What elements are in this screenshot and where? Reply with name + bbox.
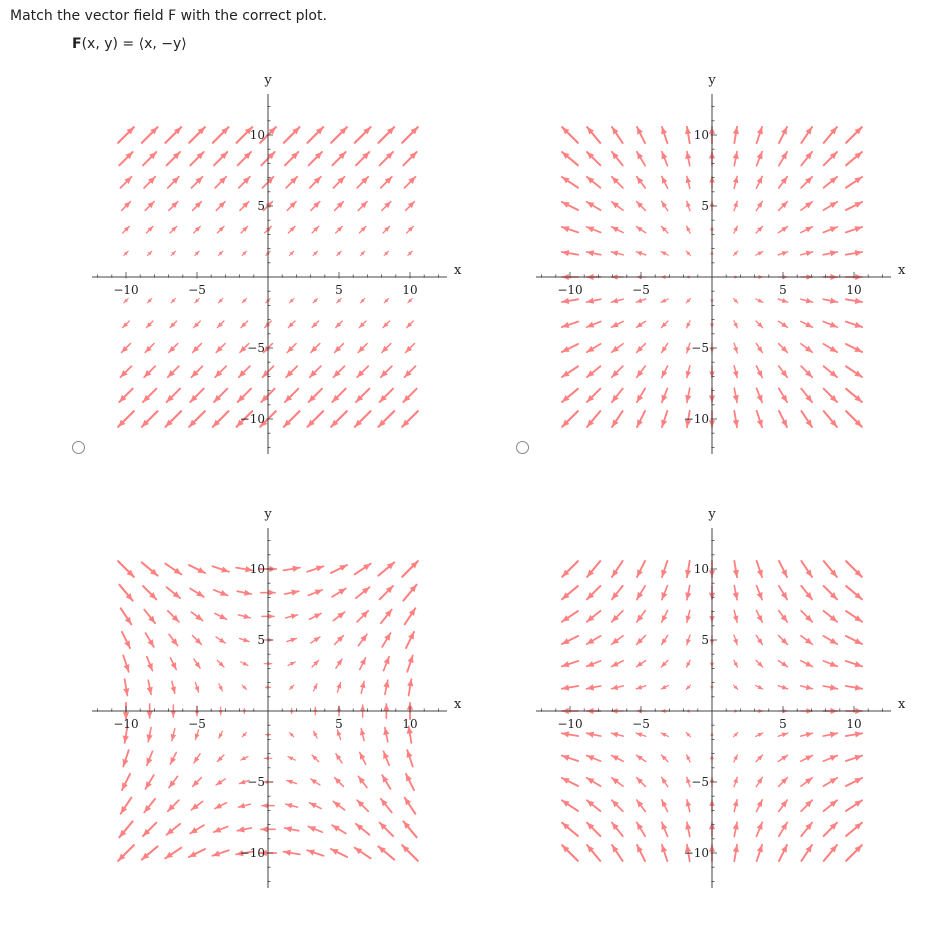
vector-arrow-head (244, 590, 251, 596)
vector-arrow-head (221, 567, 229, 573)
vector-arrow-head (562, 298, 569, 304)
vector-field-svg (62, 498, 482, 928)
vector-arrow-head (562, 755, 570, 761)
vector-arrow-head (290, 708, 293, 712)
question-prompt: Match the vector field F with the correct plot. (10, 8, 327, 24)
vector-arrow-head (685, 395, 691, 402)
vector-arrow-head (587, 732, 594, 738)
vector-arrow-head (685, 570, 691, 577)
vector-arrow-head (686, 201, 691, 207)
vector-arrow-head (685, 152, 691, 159)
vector-arrow-head (195, 733, 200, 739)
vector-arrow-head (782, 298, 788, 303)
vector-arrow-head (562, 322, 570, 328)
y-axis-label: y (708, 507, 716, 522)
vector-arrow-head (261, 826, 268, 832)
vector-arrow-head (562, 250, 569, 256)
vector-arrow-head (123, 688, 129, 695)
plot-option-a (62, 64, 482, 494)
vector-arrow-head (686, 639, 691, 645)
vector-arrow-head (733, 347, 738, 353)
formula-f: F (72, 36, 82, 52)
x-tick-label: 10 (846, 717, 862, 731)
vector-arrow-head (733, 639, 738, 645)
x-tick-label: 10 (402, 717, 418, 731)
vector-arrow-head (147, 734, 153, 741)
vector-arrow-head (782, 251, 788, 256)
vector-arrow-head (307, 850, 315, 856)
x-tick-label: −10 (113, 283, 139, 297)
plot-option-b (506, 64, 926, 494)
x-tick-label: 5 (779, 717, 787, 731)
vector-arrow-head (243, 637, 249, 642)
y-tick-label: −10 (239, 412, 265, 426)
x-axis-label: x (898, 697, 906, 712)
x-tick-label: −5 (632, 717, 650, 731)
vector-arrow-head (408, 656, 414, 664)
y-tick-label: −10 (683, 846, 709, 860)
vector-arrow-head (686, 777, 691, 783)
x-tick-label: −5 (188, 717, 206, 731)
vector-arrow-head (336, 683, 341, 689)
vector-arrow-head (316, 566, 324, 572)
vector-arrow-head (733, 395, 739, 402)
vector-arrow-head (124, 664, 130, 672)
vector-arrow-head (830, 684, 837, 690)
x-tick-label: 10 (846, 283, 862, 297)
vector-arrow-head (661, 420, 667, 428)
y-tick-label: 10 (693, 128, 709, 142)
y-tick-label: −5 (247, 341, 265, 355)
y-tick-label: −10 (239, 846, 265, 860)
vector-arrow-head (292, 566, 299, 572)
vector-arrow-head (686, 347, 691, 353)
vector-arrow-head (855, 250, 862, 256)
vector-arrow-head (268, 614, 274, 620)
vector-arrow-head (407, 750, 413, 758)
plot-option-c (62, 498, 482, 928)
y-tick-label: 10 (693, 562, 709, 576)
radio-option-b[interactable] (516, 441, 529, 454)
vector-arrow-head (855, 731, 862, 737)
vector-arrow-head (733, 592, 739, 599)
vector-arrow-head (636, 298, 642, 303)
vector-arrow-head (855, 226, 863, 232)
vector-arrow-head (685, 127, 691, 134)
vector-arrow-head (636, 685, 642, 690)
y-tick-label: −5 (247, 775, 265, 789)
vector-arrow-head (383, 704, 389, 711)
vector-arrow-head (290, 638, 296, 643)
y-tick-label: 5 (701, 199, 709, 213)
vector-arrow-head (407, 679, 413, 686)
y-axis-label: y (708, 73, 716, 88)
x-tick-label: 5 (779, 283, 787, 297)
y-tick-label: 10 (249, 562, 265, 576)
vector-arrow-head (562, 684, 569, 690)
x-axis-label: x (454, 697, 462, 712)
vector-arrow-head (733, 152, 739, 159)
vector-arrow-head (733, 420, 739, 427)
vector-arrow-head (661, 127, 667, 135)
vector-arrow-head (855, 661, 863, 667)
vector-arrow-head (285, 826, 292, 832)
y-axis-label: y (264, 507, 272, 522)
vector-arrow-head (782, 685, 788, 690)
x-axis-label: x (898, 263, 906, 278)
vector-arrow-head (733, 127, 739, 134)
vector-arrow-head (855, 298, 862, 304)
vector-arrow-head (830, 298, 837, 304)
vector-arrow-head (213, 851, 221, 857)
vector-arrow-head (733, 570, 739, 577)
vector-arrow-head (265, 733, 269, 736)
y-tick-label: −10 (683, 412, 709, 426)
vector-arrow-head (636, 732, 642, 737)
vector-field-svg (506, 498, 926, 928)
vector-arrow-head (733, 822, 739, 829)
x-tick-label: −10 (557, 283, 583, 297)
plot-option-d (506, 498, 926, 928)
vector-arrow-head (733, 845, 739, 852)
vector-arrow-head (587, 250, 594, 256)
y-tick-label: 5 (257, 633, 265, 647)
vector-arrow-head (243, 710, 246, 714)
vector-arrow-head (685, 592, 691, 599)
vector-arrow-head (267, 686, 271, 689)
x-tick-label: −10 (557, 717, 583, 731)
x-tick-label: 5 (335, 283, 343, 297)
vector-arrow-head (830, 732, 837, 738)
x-tick-label: −5 (632, 283, 650, 297)
vector-arrow-head (830, 250, 837, 256)
vector-arrow-head (291, 590, 298, 596)
y-tick-label: −5 (691, 775, 709, 789)
vector-field-svg (506, 64, 926, 494)
y-tick-label: 5 (701, 633, 709, 647)
vector-arrow-head (287, 780, 293, 785)
y-tick-label: 5 (257, 199, 265, 213)
y-axis-label: y (264, 73, 272, 88)
vector-arrow-head (262, 803, 268, 809)
vector-arrow-head (757, 570, 763, 578)
vector-arrow-head (360, 705, 366, 711)
vector-arrow-head (733, 777, 738, 783)
vector-arrow-head (123, 759, 129, 767)
vector-arrow-head (383, 728, 389, 735)
vector-arrow-head (283, 850, 290, 856)
vector-arrow-head (757, 420, 763, 428)
vector-arrow-head (757, 127, 763, 135)
vector-arrow-head (685, 822, 691, 829)
formula-body: (x, y) = ⟨x, −y⟩ (81, 36, 187, 52)
vector-arrow-head (562, 226, 570, 232)
vector-arrow-head (237, 826, 244, 832)
vector-arrow-head (562, 731, 569, 737)
x-tick-label: −5 (188, 283, 206, 297)
vector-arrow-head (268, 590, 275, 596)
vector-arrow-head (587, 684, 594, 690)
vector-arrow-head (733, 201, 738, 207)
vector-arrow-head (147, 711, 153, 718)
x-tick-label: 5 (335, 717, 343, 731)
y-tick-label: −5 (691, 341, 709, 355)
vector-arrow-head (147, 687, 153, 694)
vector-arrow-head (855, 322, 863, 328)
vector-arrow-head (782, 732, 788, 737)
vector-arrow-head (123, 735, 129, 742)
x-axis-label: x (454, 263, 462, 278)
vector-arrow-head (194, 686, 199, 692)
vector-field-svg (62, 64, 482, 494)
radio-option-a[interactable] (72, 441, 85, 454)
vector-arrow-head (562, 661, 570, 667)
vector-arrow-head (636, 251, 642, 256)
vector-field-formula (72, 36, 187, 52)
vector-arrow-head (757, 845, 763, 853)
vector-arrow-head (855, 684, 862, 690)
vector-arrow-head (587, 298, 594, 304)
vector-arrow-head (855, 755, 863, 761)
vector-arrow-head (240, 779, 246, 784)
vector-arrow-head (661, 570, 667, 578)
vector-arrow-head (171, 711, 177, 717)
vector-arrow-head (661, 845, 667, 853)
x-tick-label: 10 (402, 283, 418, 297)
x-tick-label: −10 (113, 717, 139, 731)
vector-arrow-head (383, 680, 389, 687)
y-tick-label: 10 (249, 128, 265, 142)
